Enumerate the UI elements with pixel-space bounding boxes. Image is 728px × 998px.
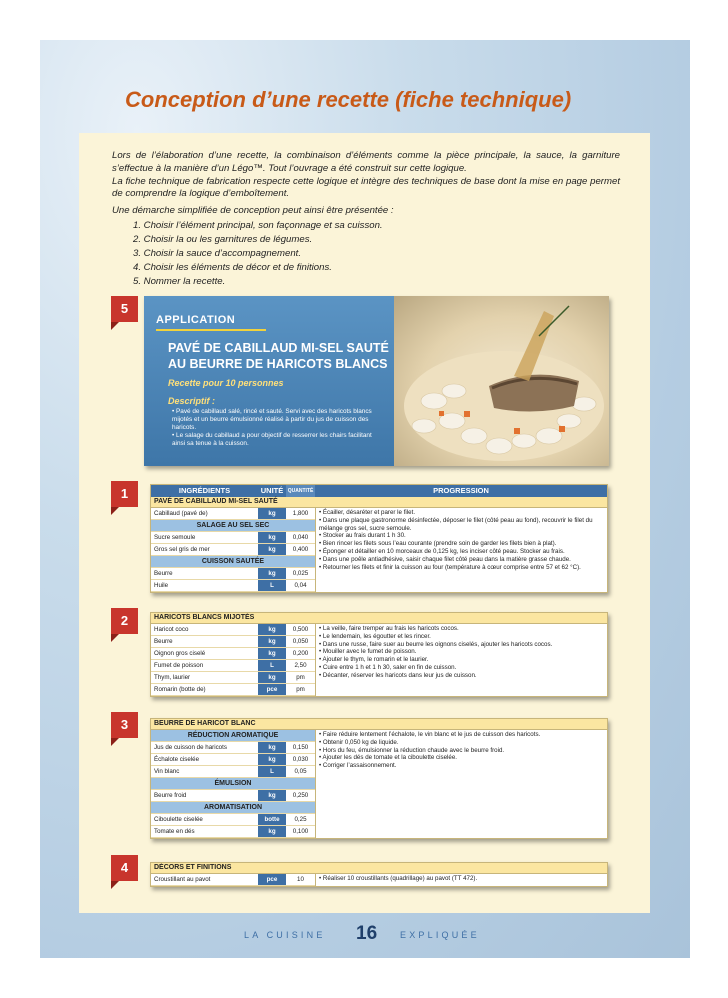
ingredients-column — [151, 508, 316, 592]
intro-paragraph: Lors de l’élaboration d’une recette, la combinaison d’éléments comme la pièce principale, la sauce, la garniture s’effectue à la manière d’un Légo™. Tout l’ouvrage a été construit sur cette logique. — [112, 150, 620, 174]
application-panel — [144, 296, 394, 466]
progression-step: • Faire réduire lentement l’échalote, le vin blanc et le jus de cuisson des haricots. — [319, 731, 541, 738]
recipe-title-line: PAVÉ DE CABILLAUD MI-SEL SAUTÉ — [168, 341, 389, 355]
cell-ingredient: Gros sel gris de mer — [154, 546, 210, 553]
progression-step: • Dans une plaque gastronorme désinfectée, déposer le filet (côté peau au fond), recouvrir le filet du mélange gros sel, sucre semoule. — [319, 516, 593, 532]
progression-step: • Ajouter les dés de tomate et la ciboulette ciselée. — [319, 754, 458, 762]
table-row — [151, 660, 315, 672]
progression-step: • Stocker au frais durant 1 h 30. — [319, 532, 406, 540]
table-row — [151, 874, 315, 886]
section-title: HARICOTS BLANCS MIJOTÉS — [151, 613, 607, 624]
cell-unit: L — [258, 580, 286, 591]
progression-column — [316, 624, 607, 696]
cell-unit: kg — [258, 826, 286, 837]
cell-unit: kg — [258, 754, 286, 765]
footer-left: LA CUISINE — [244, 930, 326, 940]
progression-step: • Corriger l’assaisonnement. — [319, 762, 397, 770]
progression-step: • La veille, faire tremper au frais les haricots cocos. — [319, 625, 459, 632]
recipe-table-1 — [150, 484, 608, 593]
header-ingredients: INGRÉDIENTS — [178, 486, 231, 495]
table-row — [151, 544, 315, 556]
page-number: 16 — [356, 923, 378, 944]
cell-unit: kg — [258, 636, 286, 647]
table-header — [151, 485, 607, 497]
step-badge: 2 — [111, 608, 138, 634]
progression-step: • Dans une russe, faire suer au beurre les oignons ciselés, ajouter les haricots cocos. — [319, 640, 553, 648]
recipe-title-line: AU BEURRE DE HARICOTS BLANCS — [168, 357, 388, 371]
cell-ingredient: Beurre — [154, 638, 173, 645]
sub-section-title: RÉDUCTION AROMATIQUE — [151, 730, 315, 742]
footer-right: EXPLIQUÉE — [400, 930, 480, 940]
descriptif-label: Descriptif : — [168, 396, 216, 406]
dish-illustration — [394, 296, 609, 466]
progression-column — [316, 508, 607, 592]
table-row — [151, 568, 315, 580]
step-item: 5. Nommer la recette. — [133, 276, 226, 287]
cell-quantity: 0,150 — [286, 742, 315, 753]
ingredients-column — [151, 624, 316, 696]
step-badge: 5 — [111, 296, 138, 322]
cell-ingredient: Cabillaud (pavé de) — [154, 510, 208, 517]
step-item: 2. Choisir la ou les garnitures de légumes. — [133, 234, 313, 245]
cell-ingredient: Oignon gros ciselé — [154, 650, 206, 657]
header-quantity: QUANTITÉ — [286, 485, 315, 497]
step-badge: 4 — [111, 855, 138, 881]
recipe-table-3 — [150, 718, 608, 839]
cell-ingredient: Beurre — [154, 570, 173, 577]
sub-section-title: ÉMULSION — [151, 778, 315, 790]
table-row — [151, 814, 315, 826]
cell-quantity: 0,050 — [286, 636, 315, 647]
recipe-title — [168, 340, 389, 372]
cell-unit: botte — [258, 814, 286, 825]
progression-step: • Ajouter le thym, le romarin et le laurier. — [319, 656, 429, 664]
cell-ingredient: Tomate en dés — [154, 828, 195, 835]
cell-unit: kg — [258, 544, 286, 555]
sub-section-title: CUISSON SAUTÉE — [151, 556, 315, 568]
ingredients-column — [151, 874, 316, 886]
header-unit: UNITÉ — [260, 486, 284, 495]
section-title: DÉCORS ET FINITIONS — [151, 863, 607, 874]
cell-ingredient: Vin blanc — [154, 768, 180, 775]
cell-quantity: 0,250 — [286, 790, 315, 801]
ingredients-column — [151, 730, 316, 838]
cell-ingredient: Jus de cuisson de haricots — [154, 744, 227, 751]
recipe-portions: Recette pour 10 personnes — [168, 378, 284, 388]
recipe-table-4 — [150, 862, 608, 887]
progression-column — [316, 874, 607, 886]
cell-unit: pce — [258, 684, 286, 695]
application-label: APPLICATION — [156, 314, 236, 326]
cell-unit: kg — [258, 624, 286, 635]
cell-quantity: 0,025 — [286, 568, 315, 579]
cell-ingredient: Haricot coco — [154, 626, 189, 633]
cell-unit: kg — [258, 790, 286, 801]
cell-quantity: 2,50 — [286, 660, 315, 671]
progression-step: • Hors du feu, émulsionner la réduction chaude avec le beurre froid. — [319, 746, 505, 754]
cell-quantity: 0,04 — [286, 580, 315, 591]
cell-quantity: 0,040 — [286, 532, 315, 543]
cell-quantity: 10 — [286, 874, 315, 885]
cell-quantity: 1,800 — [286, 508, 315, 519]
intro-text — [112, 150, 620, 218]
cell-quantity: pm — [286, 684, 315, 695]
cell-unit: kg — [258, 742, 286, 753]
cell-unit: kg — [258, 532, 286, 543]
step-badge: 3 — [111, 712, 138, 738]
progression-step: • Le lendemain, les égoutter et les rincer. — [319, 632, 431, 640]
table-row — [151, 636, 315, 648]
table-row — [151, 826, 315, 838]
application-card — [144, 296, 609, 466]
progression-step: • Réaliser 10 croustillants (quadrillage) au pavot (TT 472). — [319, 875, 478, 882]
section-title: PAVÉ DE CABILLAUD MI-SEL SAUTÉ — [151, 497, 607, 508]
table-row — [151, 766, 315, 778]
table-row — [151, 532, 315, 544]
cell-unit: L — [258, 766, 286, 777]
progression-step: • Dans une poêle antiadhésive, saisir chaque filet côté peau dans la matière grasse chaude. — [319, 555, 571, 563]
progression-step: • Retourner les filets et finir la cuisson au four (température à cœur comprise entre 57 et 62 °C). — [319, 563, 581, 571]
cell-ingredient: Huile — [154, 582, 169, 589]
step-item: 4. Choisir les éléments de décor et de finitions. — [133, 262, 332, 273]
progression-step: • Cuire entre 1 h et 1 h 30, saler en fin de cuisson. — [319, 663, 457, 671]
step-badge: 1 — [111, 481, 138, 507]
header-progression: PROGRESSION — [433, 486, 489, 495]
sub-section-title: AROMATISATION — [151, 802, 315, 814]
cell-ingredient: Échalote ciselée — [154, 756, 200, 763]
progression-step: • Écailler, désaréter et parer le filet. — [319, 509, 416, 516]
cell-quantity: 0,100 — [286, 826, 315, 837]
table-row — [151, 742, 315, 754]
section-title: BEURRE DE HARICOT BLANC — [151, 719, 607, 730]
cell-ingredient: Ciboulette ciselée — [154, 816, 203, 823]
progression-column — [316, 730, 607, 838]
cell-quantity: 0,200 — [286, 648, 315, 659]
table-row — [151, 580, 315, 592]
cell-ingredient: Romarin (botte de) — [154, 686, 206, 693]
progression-step: • Décanter, réserver les haricots dans leur jus de cuisson. — [319, 671, 477, 679]
table-row — [151, 648, 315, 660]
progression-step: • Bien rincer les filets sous l’eau courante (prendre soin de garder les filets bien à plat). — [319, 540, 557, 548]
cell-ingredient: Fumet de poisson — [154, 662, 204, 669]
table-row — [151, 684, 315, 696]
dish-photo — [394, 296, 609, 466]
cell-quantity: 0,25 — [286, 814, 315, 825]
cell-quantity: 0,400 — [286, 544, 315, 555]
intro-paragraph: La fiche technique de fabrication respecte cette logique et intègre des techniques de base dont la mise en page permet de comprendre la logique d’emboîtement. — [112, 175, 620, 200]
progression-step: • Éponger et détailler en 10 morceaux de 0,125 kg, les inciser côté peau. Stocker au frais. — [319, 547, 565, 555]
step-item: 3. Choisir la sauce d’accompagnement. — [133, 248, 301, 259]
cell-unit: pce — [258, 874, 286, 885]
progression-step: • Mouiller avec le fumet de poisson. — [319, 648, 417, 656]
progression-step: • Obtenir 0,050 kg de liquide. — [319, 738, 399, 746]
cell-ingredient: Thym, laurier — [154, 674, 191, 681]
cell-quantity: pm — [286, 672, 315, 683]
cell-unit: kg — [258, 508, 286, 519]
table-row — [151, 672, 315, 684]
table-row — [151, 754, 315, 766]
divider — [156, 329, 266, 331]
cell-ingredient: Beurre froid — [154, 792, 187, 799]
recipe-table-2 — [150, 612, 608, 697]
intro-paragraph: Une démarche simplifiée de conception peut ainsi être présentée : — [112, 205, 394, 217]
sub-section-title: SALAGE AU SEL SEC — [151, 520, 315, 532]
cell-unit: L — [258, 660, 286, 671]
cell-quantity: 0,500 — [286, 624, 315, 635]
cell-ingredient: Croustillant au pavot — [154, 876, 211, 883]
descriptif-item: • Le salage du cabillaud a pour objectif de resserrer les chairs facilitant ainsi sa tenue à la cuisson. — [172, 432, 372, 447]
cell-ingredient: Sucre semoule — [154, 534, 196, 541]
cell-unit: kg — [258, 568, 286, 579]
cell-quantity: 0,05 — [286, 766, 315, 777]
cell-unit: kg — [258, 672, 286, 683]
descriptif-text — [172, 408, 382, 448]
table-row — [151, 624, 315, 636]
table-row — [151, 790, 315, 802]
steps-list — [133, 219, 383, 289]
cell-quantity: 0,030 — [286, 754, 315, 765]
page-title: Conception d’une recette (fiche technique) — [125, 87, 572, 112]
step-item: 1. Choisir l’élément principal, son façonnage et sa cuisson. — [133, 220, 383, 231]
table-row — [151, 508, 315, 520]
cell-unit: kg — [258, 648, 286, 659]
descriptif-item: • Pavé de cabillaud salé, rincé et sauté. Servi avec des haricots blancs mijotés et un beurre émulsionné réalisé à partir du jus de cuisson des haricots. — [172, 408, 372, 431]
